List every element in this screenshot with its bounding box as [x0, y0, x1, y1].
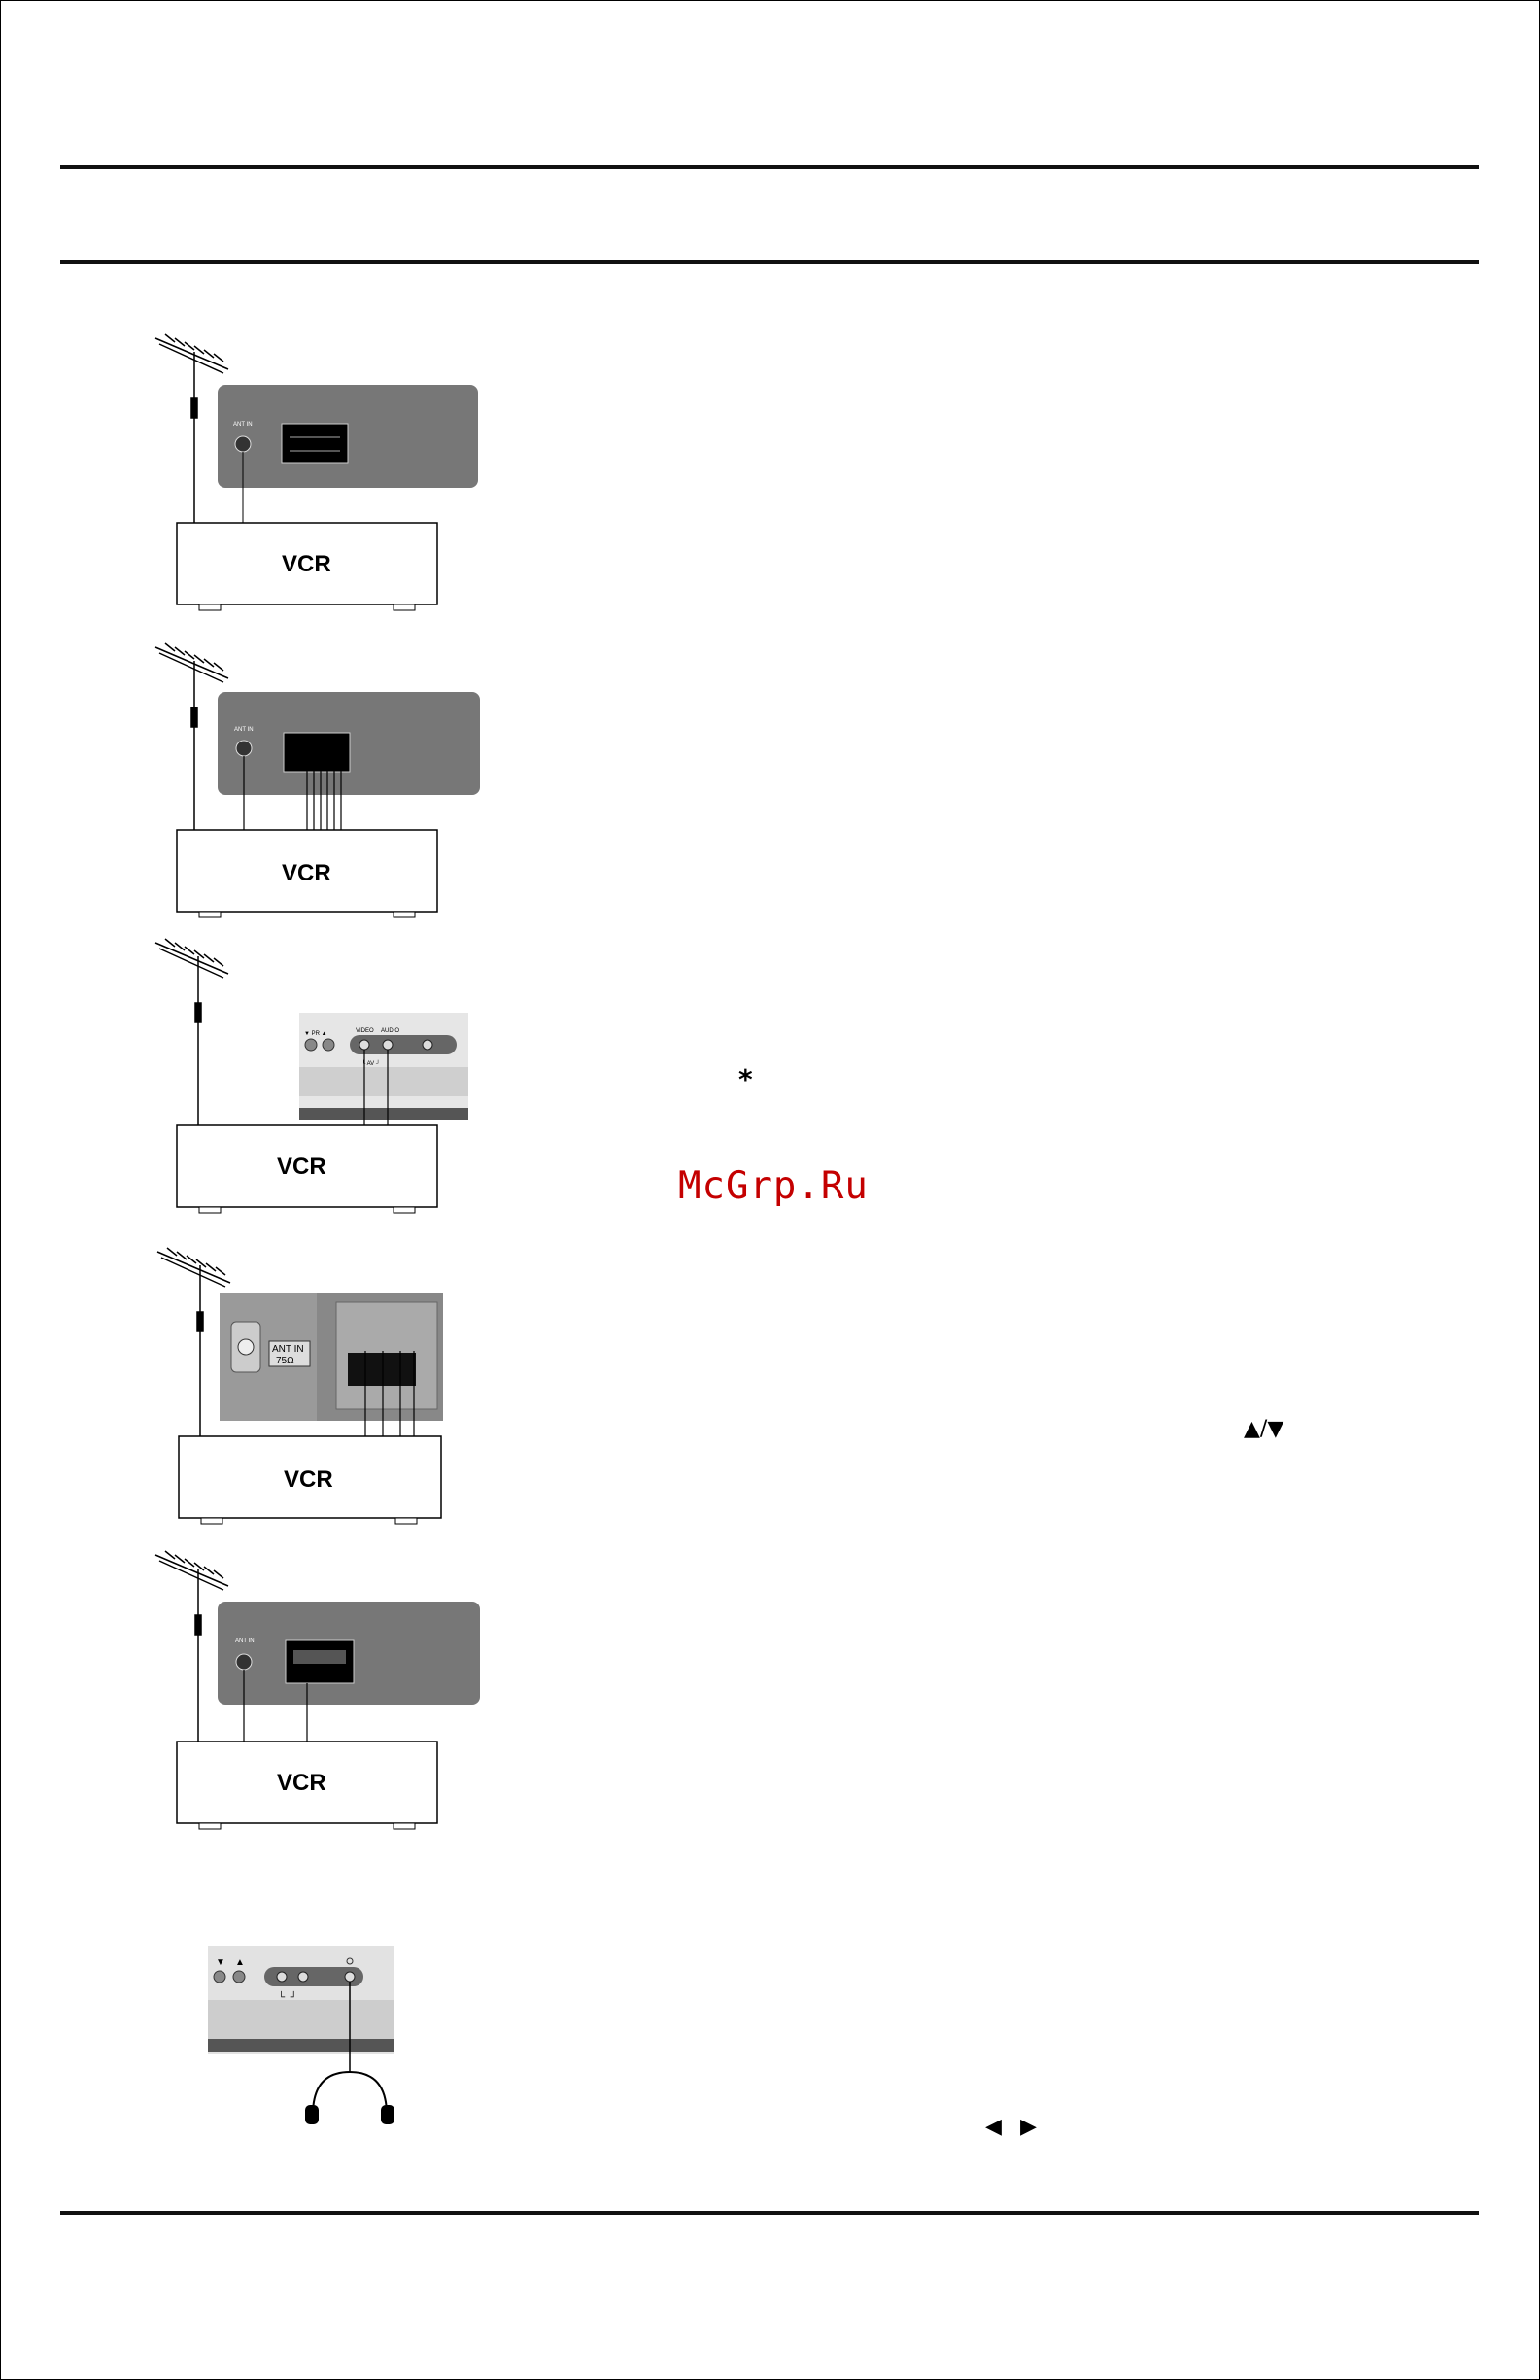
antenna-icon — [155, 643, 228, 830]
svg-text:└ ┘: └ ┘ — [278, 1992, 297, 2003]
av-terminal-block — [284, 733, 350, 772]
watermark: McGrp.Ru — [678, 1164, 869, 1208]
footer-rule — [60, 2211, 1479, 2215]
ant-in-label: ANT IN — [235, 1638, 255, 1644]
svg-text:▼: ▼ — [216, 1957, 225, 1968]
note-asterisk: * — [738, 1063, 753, 1095]
vcr-label: VCR — [277, 1770, 326, 1796]
antenna-icon — [155, 334, 228, 525]
ant-in-label: ANT IN — [233, 422, 253, 428]
svg-text:▲: ▲ — [235, 1957, 245, 1968]
connection-diagram-2 — [146, 639, 496, 931]
av-terminal-block — [282, 424, 348, 463]
antenna-icon — [155, 939, 228, 1125]
headphones-icon — [305, 2072, 394, 2124]
vcr-label: VCR — [284, 1466, 333, 1493]
antenna-icon — [155, 1551, 228, 1742]
ant-in-jack — [236, 1654, 252, 1670]
ant-in-jack — [236, 741, 252, 756]
channel-up-down-icon: ▲/▼ — [1244, 1417, 1284, 1441]
right-arrow-icon: ▶ — [1020, 2115, 1037, 2139]
av-label: └ AV ┘ — [361, 1061, 381, 1067]
ant-in-label: ANT IN — [272, 1344, 304, 1355]
connection-diagram-5 — [146, 1547, 496, 1839]
header-rule-bottom — [60, 260, 1479, 264]
left-arrow-icon: ◀ — [985, 2115, 1002, 2139]
vcr-label: VCR — [282, 551, 331, 577]
antenna-icon — [157, 1248, 230, 1436]
ant-in-jack — [235, 436, 251, 452]
connection-diagram-3 — [146, 935, 496, 1226]
ant-in-label: ANT IN — [234, 727, 254, 733]
vcr-label: VCR — [277, 1154, 326, 1180]
headphone-diagram — [204, 1940, 398, 2134]
ant-in-jack — [238, 1339, 254, 1355]
ohm-label: 75Ω — [276, 1356, 294, 1366]
header-rule-top — [60, 165, 1479, 169]
video-label: VIDEO — [356, 1028, 374, 1034]
pr-label: ▼ PR ▲ — [304, 1031, 327, 1037]
connection-diagram-1 — [146, 330, 496, 622]
av-terminal-block — [348, 1353, 416, 1386]
audio-label: AUDIO — [381, 1028, 400, 1034]
vcr-label: VCR — [282, 860, 331, 886]
connection-diagram-4 — [146, 1244, 496, 1535]
